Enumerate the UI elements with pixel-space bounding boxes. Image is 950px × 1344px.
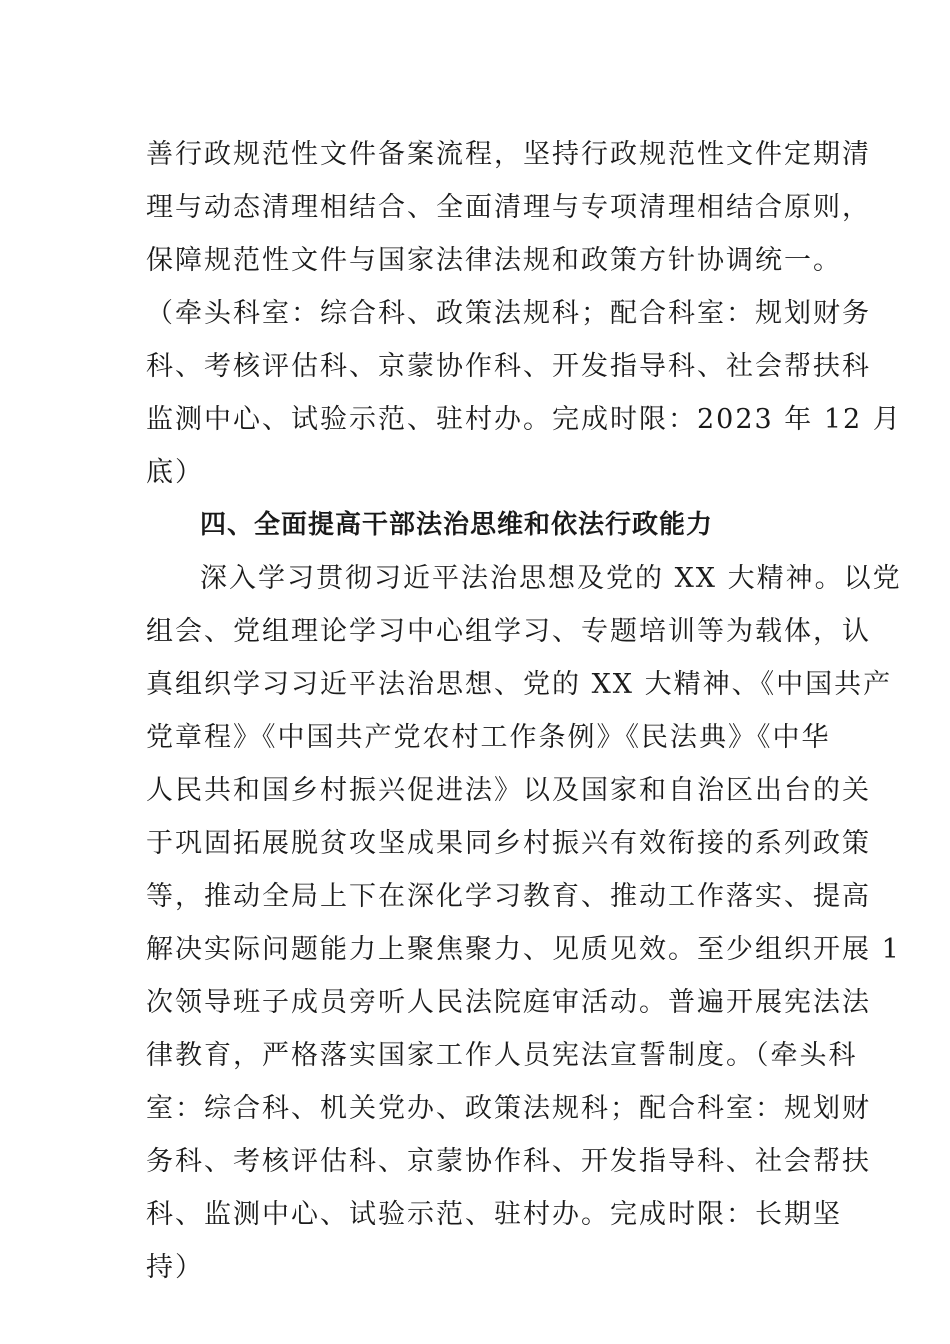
paragraph-filing-procedure <box>146 128 902 499</box>
text-line: （牵头科室：综合科、政策法规科；配合科室：规划财务 <box>146 298 871 329</box>
text-line: 科、监测中心、试验示范、驻村办。完成时限：长期坚 <box>146 1199 842 1230</box>
text-line: 底） <box>146 457 204 488</box>
text-line: 组会、党组理论学习中心组学习、专题培训等为载体，认 <box>146 616 871 647</box>
text-line: 律教育，严格落实国家工作人员宪法宣誓制度。（牵头科 <box>146 1040 858 1071</box>
text-line: 善行政规范性文件备案流程，坚持行政规范性文件定期清 <box>146 139 871 170</box>
text-line: 次领导班子成员旁听人民法院庭审活动。普遍开展宪法法 <box>146 987 871 1018</box>
text-line: 务科、考核评估科、京蒙协作科、开发指导科、社会帮扶 <box>146 1146 871 1177</box>
text-line: 保障规范性文件与国家法律法规和政策方针协调统一。 <box>146 245 842 276</box>
text-line: 等，推动全局上下在深化学习教育、推动工作落实、提高 <box>146 881 871 912</box>
text-line: 理与动态清理相结合、全面清理与专项清理相结合原则， <box>146 192 871 223</box>
text-line: 人民共和国乡村振兴促进法》以及国家和自治区出台的关 <box>146 775 871 806</box>
text-line: 深入学习贯彻习近平法治思想及党的 XX 大精神。以党 <box>200 563 902 594</box>
text-line: 科、考核评估科、京蒙协作科、开发指导科、社会帮扶科 <box>146 351 871 382</box>
text-line: 于巩固拓展脱贫攻坚成果同乡村振兴有效衔接的系列政策 <box>146 828 871 859</box>
text-line: 解决实际问题能力上聚焦聚力、见质见效。至少组织开展 1 <box>146 934 901 965</box>
text-line: 持） <box>146 1252 204 1283</box>
text-line: 党章程》《中国共产党农村工作条例》《民法典》《中华 <box>146 722 831 753</box>
text-line: 监测中心、试验示范、驻村办。完成时限：2023 年 12 月 <box>146 404 902 435</box>
paragraph-legal-thinking <box>146 552 902 1294</box>
document-body <box>146 128 902 1294</box>
text-line: 真组织学习习近平法治思想、党的 XX 大精神、《中国共产 <box>146 669 893 700</box>
text-line: 室：综合科、机关党办、政策法规科；配合科室：规划财 <box>146 1093 871 1124</box>
section-heading: 四、全面提高干部法治思维和依法行政能力 <box>200 510 714 540</box>
